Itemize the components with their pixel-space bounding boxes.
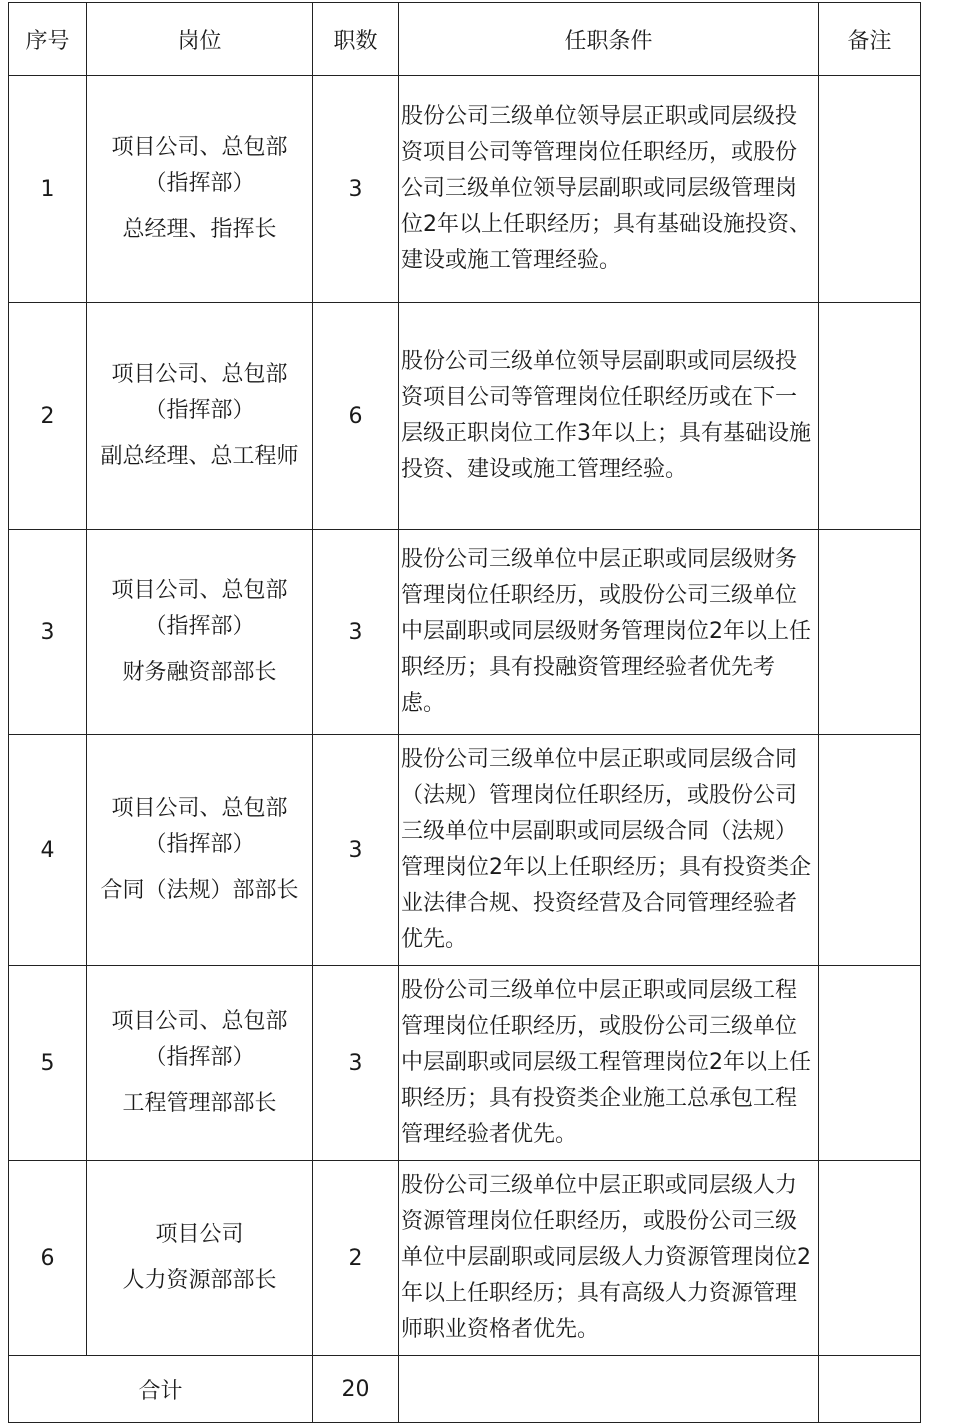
row-requirements: 股份公司三级单位中层正职或同层级合同（法规）管理岗位任职经历，或股份公司三级单位中层副职或同层级合同（法规）管理岗位2年以上任职经历；具有投资类企业法律合规、投资经营及合同管理经验者优先。 — [399, 735, 819, 966]
row-remarks — [819, 303, 921, 530]
row-seq: 3 — [9, 530, 87, 735]
row-position — [87, 76, 313, 303]
total-count: 20 — [313, 1356, 399, 1423]
row-requirements: 股份公司三级单位中层正职或同层级工程管理岗位任职经历，或股份公司三级单位中层副职或同层级工程管理岗位2年以上任职经历；具有投资类企业施工总承包工程管理经验者优先。 — [399, 966, 819, 1161]
header-remarks: 备注 — [819, 3, 921, 76]
row-seq: 2 — [9, 303, 87, 530]
row-position — [87, 303, 313, 530]
position-line: （指挥部） — [144, 171, 255, 196]
position-line: 总经理、指挥长 — [122, 217, 277, 242]
row-count: 6 — [313, 303, 399, 530]
row-position — [87, 530, 313, 735]
position-line: 项目公司、总包部 — [111, 796, 288, 821]
row-count: 2 — [313, 1161, 399, 1356]
header-position: 岗位 — [87, 3, 313, 76]
total-requirements-empty — [399, 1356, 819, 1423]
header-requirements: 任职条件 — [399, 3, 819, 76]
row-seq: 4 — [9, 735, 87, 966]
position-line: （指挥部） — [144, 398, 255, 423]
row-count: 3 — [313, 530, 399, 735]
row-requirements: 股份公司三级单位领导层副职或同层级投资项目公司等管理岗位任职经历或在下一层级正职岗位工作3年以上；具有基础设施投资、建设或施工管理经验。 — [399, 303, 819, 530]
position-line: 项目公司、总包部 — [111, 135, 288, 160]
table-row — [9, 303, 921, 530]
header-seq: 序号 — [9, 3, 87, 76]
position-line: 项目公司、总包部 — [111, 578, 288, 603]
position-line: 合同（法规）部部长 — [100, 878, 299, 903]
row-requirements: 股份公司三级单位领导层正职或同层级投资项目公司等管理岗位任职经历，或股份公司三级单位领导层副职或同层级管理岗位2年以上任职经历；具有基础设施投资、建设或施工管理经验。 — [399, 76, 819, 303]
row-count: 3 — [313, 76, 399, 303]
position-line: （指挥部） — [144, 614, 255, 639]
row-requirements: 股份公司三级单位中层正职或同层级财务管理岗位任职经历，或股份公司三级单位中层副职或同层级财务管理岗位2年以上任职经历；具有投融资管理经验者优先考虑。 — [399, 530, 819, 735]
total-row — [9, 1356, 921, 1423]
positions-table — [8, 2, 921, 1423]
row-remarks — [819, 1161, 921, 1356]
row-remarks — [819, 966, 921, 1161]
position-line: 工程管理部部长 — [122, 1091, 277, 1116]
header-row — [9, 3, 921, 76]
table-row — [9, 966, 921, 1161]
total-label: 合计 — [9, 1356, 313, 1423]
table-row — [9, 1161, 921, 1356]
row-position — [87, 966, 313, 1161]
row-remarks — [819, 530, 921, 735]
header-count: 职数 — [313, 3, 399, 76]
row-position — [87, 1161, 313, 1356]
position-line: 财务融资部部长 — [122, 660, 277, 685]
row-seq: 5 — [9, 966, 87, 1161]
row-seq: 1 — [9, 76, 87, 303]
table-row — [9, 530, 921, 735]
position-line: （指挥部） — [144, 1045, 255, 1070]
position-line: （指挥部） — [144, 832, 255, 857]
position-line: 人力资源部部长 — [122, 1268, 277, 1293]
row-requirements: 股份公司三级单位中层正职或同层级人力资源管理岗位任职经历，或股份公司三级单位中层副职或同层级人力资源管理岗位2年以上任职经历；具有高级人力资源管理师职业资格者优先。 — [399, 1161, 819, 1356]
row-count: 3 — [313, 966, 399, 1161]
position-line: 项目公司、总包部 — [111, 1009, 288, 1034]
row-position — [87, 735, 313, 966]
position-line: 项目公司 — [155, 1222, 244, 1247]
row-seq: 6 — [9, 1161, 87, 1356]
table-row — [9, 735, 921, 966]
total-remarks-empty — [819, 1356, 921, 1423]
position-line: 项目公司、总包部 — [111, 362, 288, 387]
row-remarks — [819, 735, 921, 966]
row-count: 3 — [313, 735, 399, 966]
row-remarks — [819, 76, 921, 303]
table-row — [9, 76, 921, 303]
position-line: 副总经理、总工程师 — [100, 444, 299, 469]
